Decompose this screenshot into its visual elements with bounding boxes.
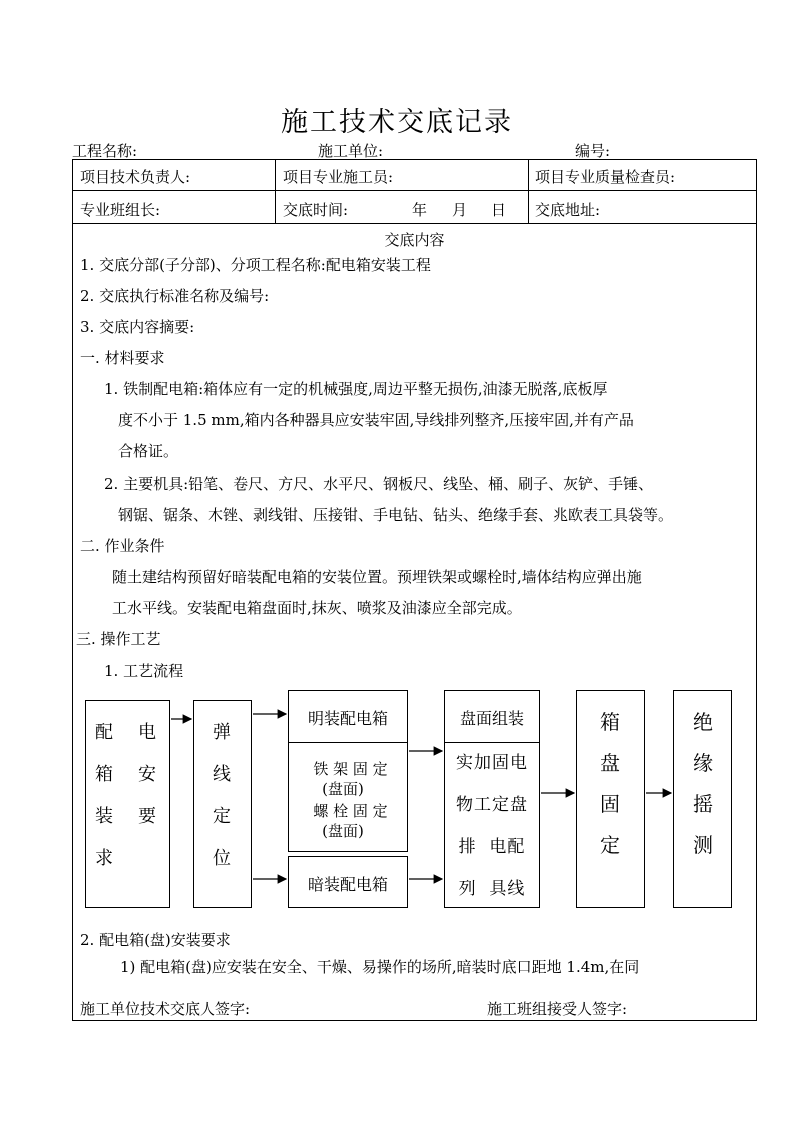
flow-char: 测: [693, 833, 713, 857]
day-label: 日: [491, 201, 507, 219]
install-requirements-heading: 2. 配电箱(盘)安装要求: [80, 931, 231, 949]
flow-label: 物工定盘: [456, 795, 528, 815]
flow-label: 实加固电: [456, 753, 528, 773]
flow-char: 箱: [95, 764, 113, 785]
handover-time-label: 交底时间:: [283, 201, 349, 219]
flow-label: (盘面): [322, 822, 364, 840]
section-heading-process: 三. 操作工艺: [76, 630, 161, 648]
flow-char: 线: [213, 764, 231, 785]
conditions-text: 随土建结构预留好暗装配电箱的安装位置。预埋铁架或螺栓时,墙体结构应弹出施: [112, 568, 642, 586]
flow-char: 配: [95, 722, 113, 743]
flow-char: 安: [138, 764, 156, 785]
document-title: 施工技术交底记录: [281, 107, 513, 138]
material-item-2: 2. 主要机具:铅笔、卷尺、方尺、水平尺、钢板尺、线坠、桶、刷子、灰铲、手锤、: [104, 475, 654, 493]
project-name-label: 工程名称:: [72, 142, 138, 160]
flow-char: 摇: [693, 792, 713, 816]
flow-char: 盘: [600, 751, 620, 775]
number-label: 编号:: [575, 142, 611, 160]
flow-label: 列 具线: [458, 879, 526, 899]
flow-char: 箱: [600, 710, 620, 734]
flow-label: 排 电配: [458, 837, 526, 857]
flow-char: 绝: [693, 710, 713, 734]
flow-char: 缘: [693, 751, 713, 775]
flow-label: (盘面): [322, 780, 364, 798]
material-item-1: 1. 铁制配电箱:箱体应有一定的机械强度,周边平整无损伤,油漆无脱落,底板厚: [104, 380, 608, 398]
flow-char: 弹: [213, 722, 231, 743]
process-flow-heading: 1. 工艺流程: [104, 662, 184, 680]
flow-label: 暗装配电箱: [307, 875, 388, 894]
flow-char: 定: [213, 806, 231, 827]
material-item-1-cont: 度不小于 1.5 mm,箱内各种器具应安装牢固,导线排列整齐,压接牢固,并有产品: [118, 411, 634, 429]
conditions-text-cont: 工水平线。安装配电箱盘面时,抹灰、喷浆及油漆应全部完成。: [112, 599, 522, 617]
quality-inspector-label: 项目专业质量检查员:: [535, 168, 676, 186]
content-line-2: 2. 交底执行标准名称及编号:: [80, 287, 270, 305]
construction-unit-label: 施工单位:: [318, 142, 384, 160]
year-label: 年: [412, 201, 428, 219]
material-item-2-cont: 钢锯、锯条、木锉、剥线钳、压接钳、手电钻、钻头、绝缘手套、兆欧表工具袋等。: [118, 506, 674, 524]
flow-label: 盘面组装: [459, 709, 524, 728]
technical-signer-label: 施工单位技术交底人签字:: [80, 1000, 251, 1018]
section-heading-conditions: 二. 作业条件: [80, 537, 165, 555]
tech-lead-label: 项目技术负责人:: [80, 168, 191, 186]
flow-char: 要: [138, 806, 156, 827]
content-line-1: 1. 交底分部(子分部)、分项工程名称:配电箱安装工程: [80, 256, 431, 274]
flow-label: 明装配电箱: [307, 709, 388, 728]
flow-char: 求: [95, 848, 113, 869]
section-heading-materials: 一. 材料要求: [80, 349, 165, 367]
flow-char: 固: [600, 792, 620, 816]
flow-label: 铁 架 固 定: [313, 760, 388, 778]
site-worker-label: 项目专业施工员:: [283, 168, 394, 186]
flow-char: 电: [138, 722, 156, 743]
flow-char: 位: [213, 848, 231, 869]
flow-char: 定: [600, 833, 620, 857]
flow-label: 螺 栓 固 定: [313, 802, 388, 820]
receiver-signer-label: 施工班组接受人签字:: [487, 1000, 628, 1018]
handover-location-label: 交底地址:: [535, 201, 601, 219]
install-requirement-1: 1) 配电箱(盘)应安装在安全、干燥、易操作的场所,暗装时底口距地 1.4m,在同: [120, 958, 640, 976]
month-label: 月: [452, 201, 468, 219]
content-heading: 交底内容: [384, 231, 445, 249]
flow-char: 装: [95, 806, 113, 827]
content-line-3: 3. 交底内容摘要:: [80, 318, 195, 336]
team-leader-label: 专业班组长:: [80, 201, 161, 219]
material-item-1-cont: 合格证。: [118, 442, 179, 460]
